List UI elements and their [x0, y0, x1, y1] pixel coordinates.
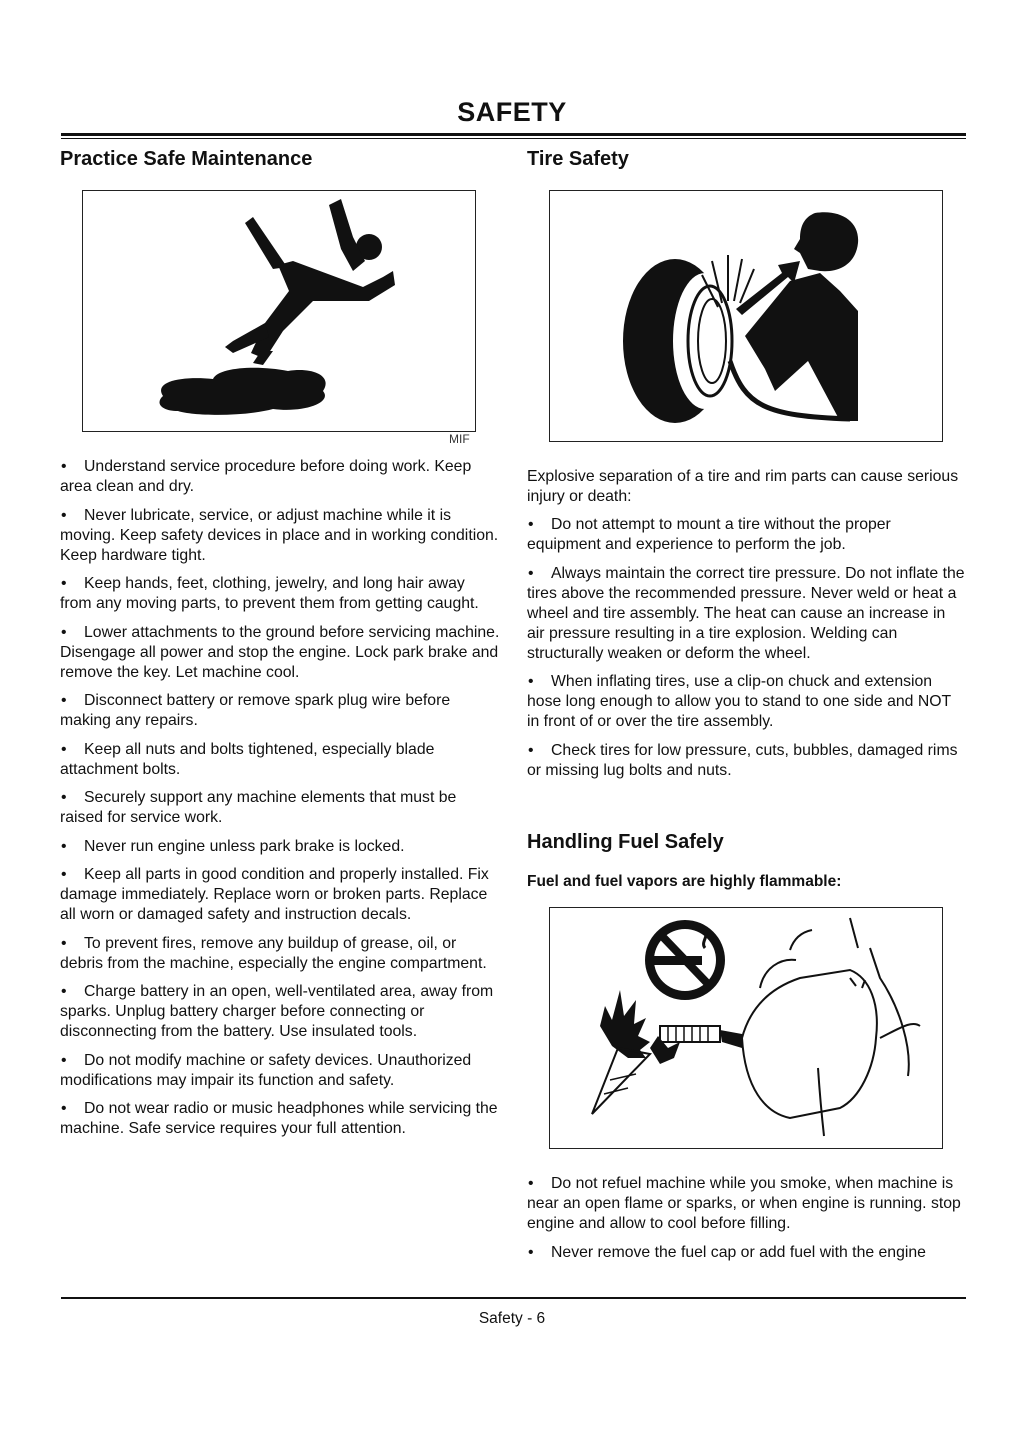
header-rule-thick: [61, 133, 966, 136]
list-item: • Keep all nuts and bolts tightened, especially blade attachment bolts.: [60, 740, 500, 780]
maintenance-list: [60, 457, 500, 1148]
footer-rule: [61, 1297, 966, 1299]
slip-fall-illustration: [82, 190, 476, 432]
list-item: • Do not modify machine or safety devices. Unauthorized modifications may impair its function and safety.: [60, 1051, 500, 1091]
page-title: SAFETY: [457, 97, 567, 127]
list-item: • Always maintain the correct tire pressure. Do not inflate the tires above the recommended pressure. Never weld or heat a wheel and tire assembly. The heat can cause an increase in air pressure resulting in a tire explosion. Welding can structurally weaken or deform the wheel.: [527, 564, 967, 664]
list-item: • Charge battery in an open, well-ventilated area, away from sparks. Unplug battery charger before connecting or disconnecting from the battery. Use insulated tools.: [60, 982, 500, 1042]
slip-fall-icon: [83, 191, 475, 431]
list-item: • Keep hands, feet, clothing, jewelry, and long hair away from any moving parts, to prevent them from getting caught.: [60, 574, 500, 614]
tire-explosion-illustration: [549, 190, 943, 442]
page-number: Safety - 6: [478, 1310, 546, 1327]
list-item: • Do not wear radio or music headphones while servicing the machine. Safe service requires your full attention.: [60, 1099, 500, 1139]
tire-list: [527, 515, 967, 789]
tire-intro: Explosive separation of a tire and rim parts can cause serious injury or death:: [527, 468, 959, 505]
section-heading-maintenance: Practice Safe Maintenance: [60, 148, 313, 170]
section-heading-tire: Tire Safety: [527, 148, 629, 170]
list-item: • Never run engine unless park brake is locked.: [60, 837, 500, 857]
list-item: • Understand service procedure before doing work. Keep area clean and dry.: [60, 457, 500, 497]
list-item: • Keep all parts in good condition and properly installed. Fix damage immediately. Replace worn or broken parts. Replace all worn or damaged safety and instruction decals.: [60, 865, 500, 925]
list-item: • Never lubricate, service, or adjust machine while it is moving. Keep safety devices in place and in working condition. Keep hardware tight.: [60, 506, 500, 566]
list-item: • Check tires for low pressure, cuts, bubbles, damaged rims or missing lug bolts and nuts.: [527, 741, 967, 781]
list-item: • Do not attempt to mount a tire without the proper equipment and experience to perform the job.: [527, 515, 967, 555]
header-rule-thin: [61, 138, 966, 139]
fuel-list: [527, 1174, 967, 1271]
figure-caption: MIF: [449, 432, 470, 446]
list-item: • Lower attachments to the ground before servicing machine. Disengage all power and stop the engine. Lock park brake and remove the key. Let machine cool.: [60, 623, 500, 683]
list-item: • Securely support any machine elements that must be raised for service work.: [60, 788, 500, 828]
section-heading-fuel: Handling Fuel Safely: [527, 831, 724, 853]
list-item: • When inflating tires, use a clip-on chuck and extension hose long enough to allow you to stand to one side and NOT in front of or over the tire assembly.: [527, 672, 967, 732]
no-smoking-fuel-icon: [550, 908, 942, 1148]
tire-explosion-icon: [550, 191, 942, 441]
list-item: • Never remove the fuel cap or add fuel with the engine: [527, 1243, 967, 1263]
fuel-subheading: Fuel and fuel vapors are highly flammable:: [527, 873, 842, 890]
refuel-no-smoking-illustration: [549, 907, 943, 1149]
list-item: • Disconnect battery or remove spark plug wire before making any repairs.: [60, 691, 500, 731]
list-item: • To prevent fires, remove any buildup of grease, oil, or debris from the machine, especially the engine compartment.: [60, 934, 500, 974]
list-item: • Do not refuel machine while you smoke, when machine is near an open flame or sparks, or when engine is running. stop engine and allow to cool before filling.: [527, 1174, 967, 1234]
